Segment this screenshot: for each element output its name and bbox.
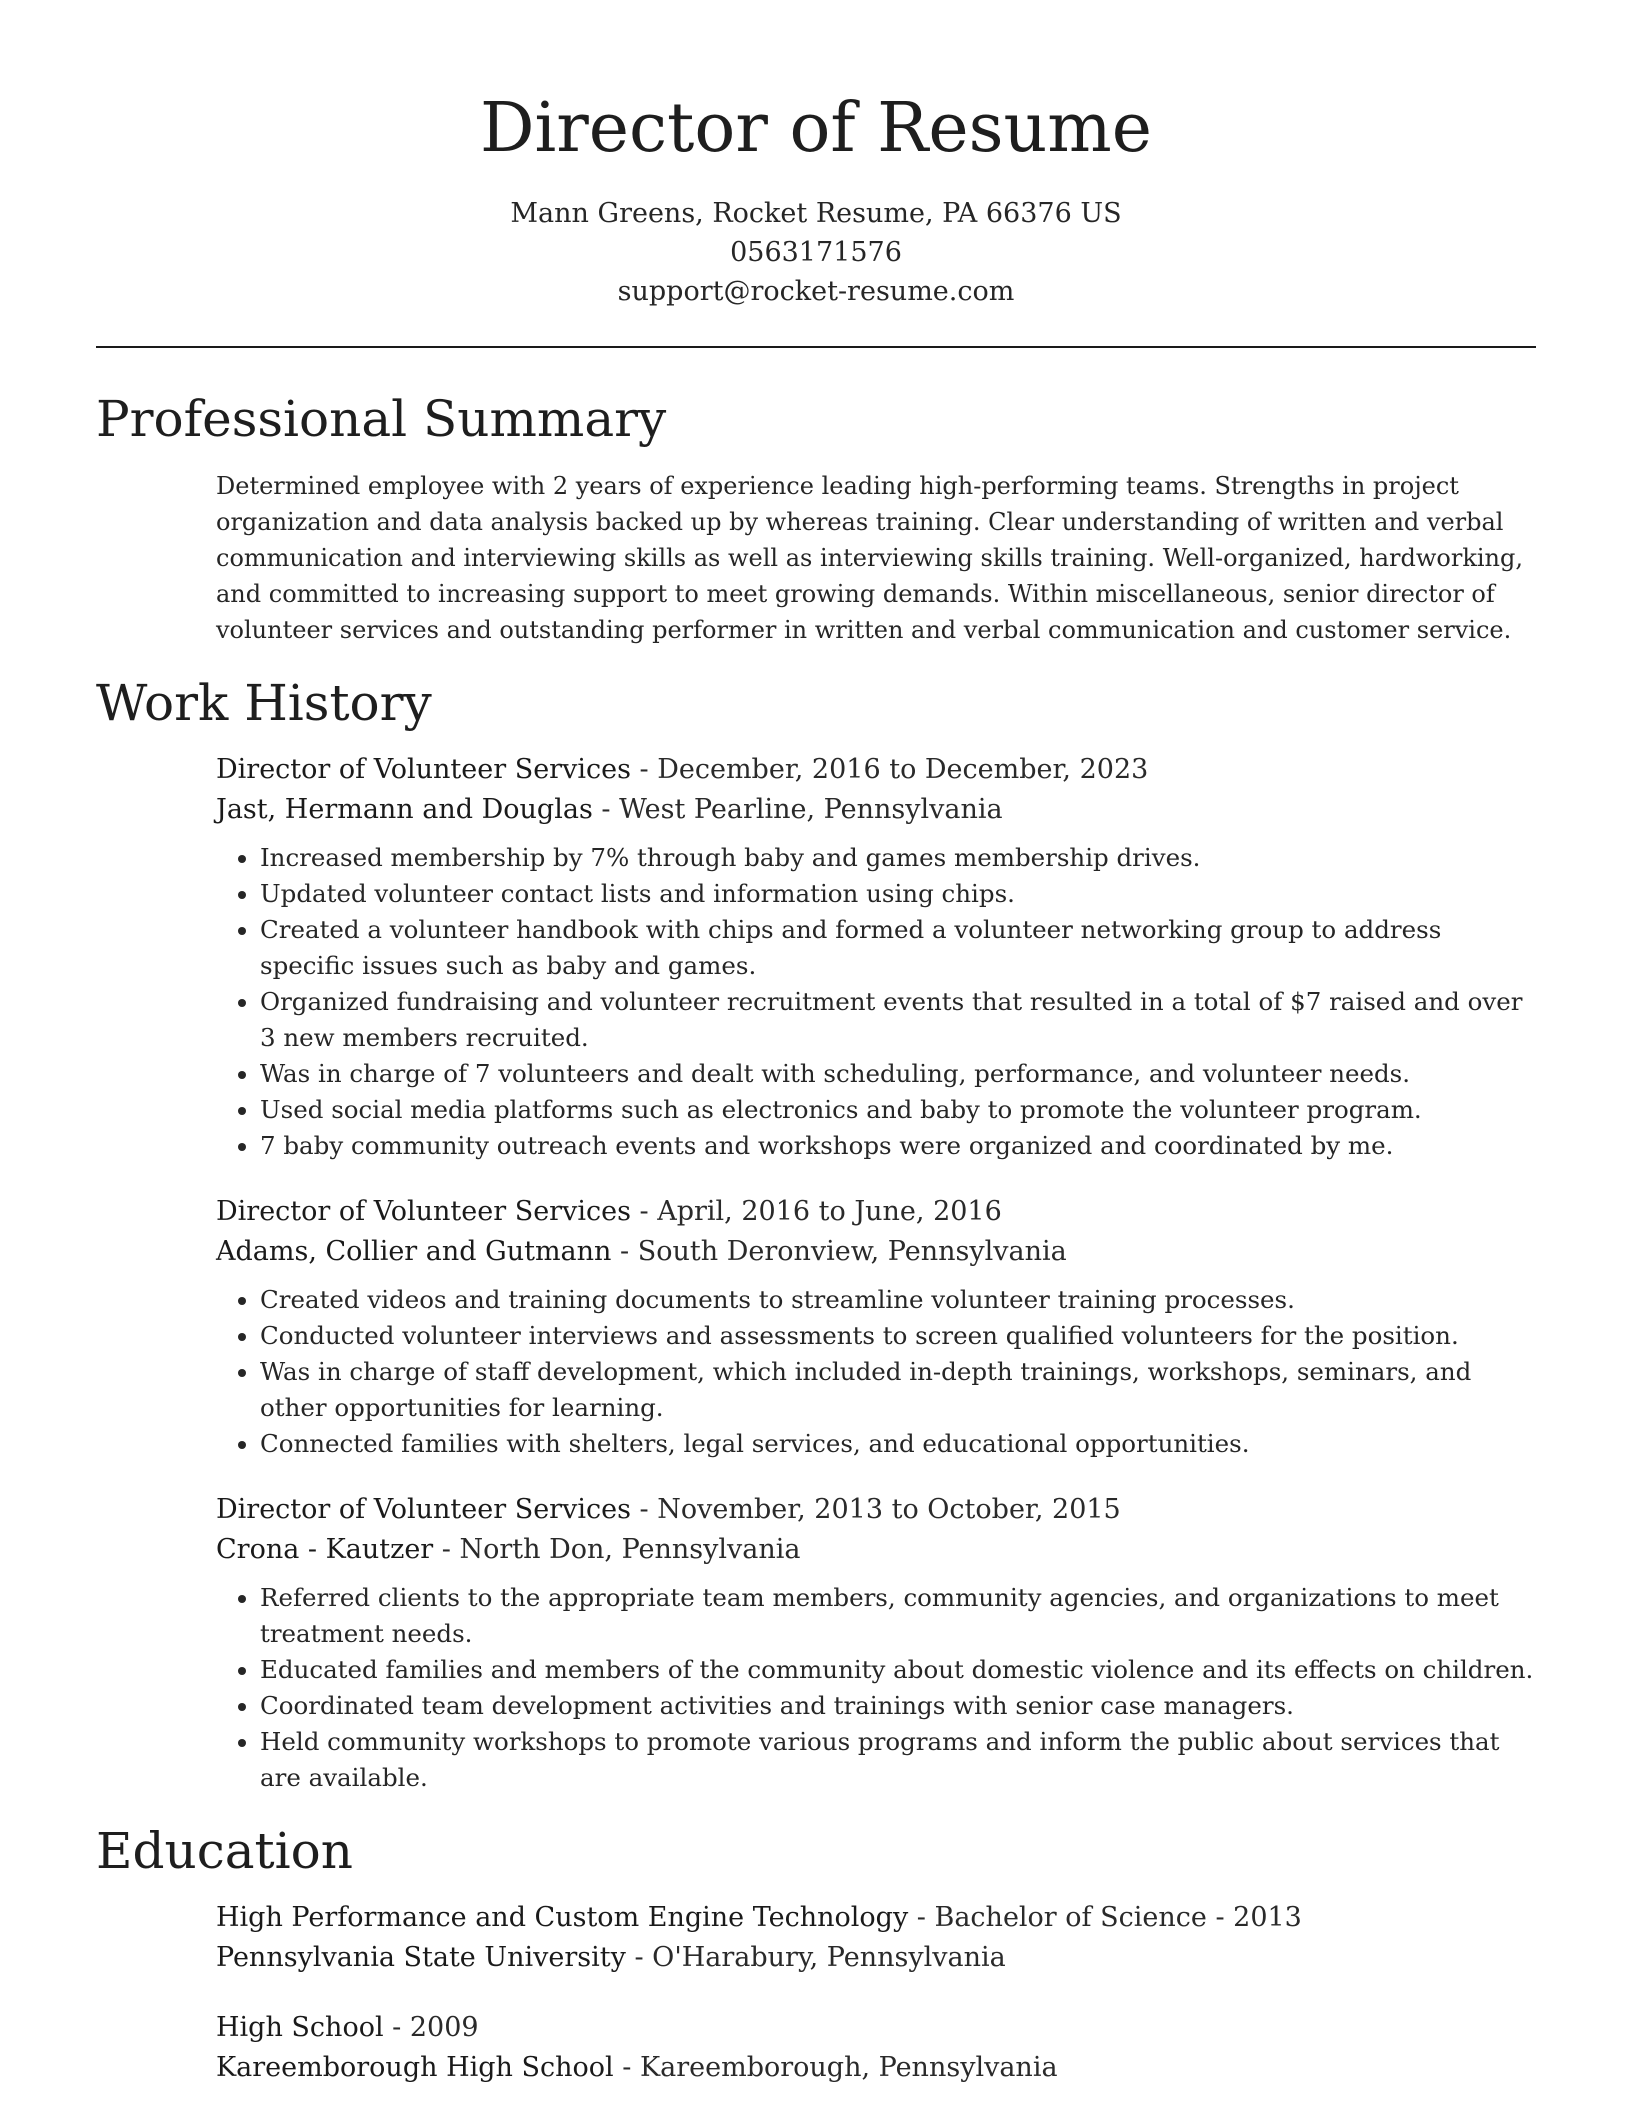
job-bullet: • Used social media platforms such as electronics and baby to promote the volunteer program. <box>260 1092 1536 1128</box>
job-bullets <box>216 1580 1536 1796</box>
job-role: Director of Volunteer Services <box>216 754 631 785</box>
job-entry <box>216 1490 1536 1796</box>
job-bullets <box>216 840 1536 1164</box>
education-location: - O'Harabury, Pennsylvania <box>625 1942 1006 1973</box>
job-title-line <box>216 1192 1536 1232</box>
job-bullet: • Conducted volunteer interviews and assessments to screen qualified volunteers for the position. <box>260 1318 1536 1354</box>
job-bullet: • Updated volunteer contact lists and information using chips. <box>260 876 1536 912</box>
education-field: High School <box>216 2012 384 2043</box>
education-year: - 2009 <box>383 2012 479 2043</box>
job-bullet: • Was in charge of staff development, which included in-depth trainings, workshops, seminars, and other opportunities for learning. <box>260 1354 1536 1426</box>
job-entry <box>216 750 1536 1164</box>
education-school-line <box>216 2048 1536 2088</box>
job-bullet: • Held community workshops to promote various programs and inform the public about services that are available. <box>260 1724 1536 1796</box>
education-degree-line <box>216 2008 1536 2048</box>
job-location: - North Don, Pennsylvania <box>433 1534 801 1565</box>
job-dates: - December, 2016 to December, 2023 <box>630 754 1149 785</box>
job-company: Crona - Kautzer <box>216 1534 434 1565</box>
address: Mann Greens, Rocket Resume, PA 66376 US <box>510 198 1122 229</box>
header-divider <box>96 346 1536 348</box>
job-role: Director of Volunteer Services <box>216 1196 631 1227</box>
job-bullet: • 7 baby community outreach events and workshops were organized and coordinated by me. <box>260 1128 1536 1164</box>
education-school-line <box>216 1938 1536 1978</box>
job-location: - South Deronview, Pennsylvania <box>611 1236 1067 1267</box>
job-bullet: • Educated families and members of the community about domestic violence and its effects on children. <box>260 1652 1536 1688</box>
education-heading: Education <box>96 1822 353 1880</box>
job-bullet: • Created videos and training documents to streamline volunteer training processes. <box>260 1282 1536 1318</box>
job-company-line <box>216 790 1536 830</box>
education-year: - 2013 <box>1206 1902 1302 1933</box>
job-bullet: • Organized fundraising and volunteer recruitment events that resulted in a total of $7 raised and over 3 new members recruited. <box>260 984 1536 1056</box>
job-bullet: • Connected families with shelters, legal services, and educational opportunities. <box>260 1426 1536 1462</box>
job-bullet: • Created a volunteer handbook with chips and formed a volunteer networking group to address specific issues such as baby and games. <box>260 912 1536 984</box>
education-field: High Performance and Custom Engine Technology <box>216 1902 909 1933</box>
job-company-line <box>216 1530 1536 1570</box>
job-bullet: • Increased membership by 7% through baby and games membership drives. <box>260 840 1536 876</box>
job-company: Jast, Hermann and Douglas <box>216 794 593 825</box>
job-entry <box>216 1192 1536 1462</box>
contact-info <box>96 194 1536 311</box>
resume-page <box>96 0 1536 2088</box>
education-school: Pennsylvania State University <box>216 1942 626 1973</box>
job-bullet: • Coordinated team development activities and trainings with senior case managers. <box>260 1688 1536 1724</box>
work-history-heading: Work History <box>96 674 432 732</box>
job-bullets <box>216 1282 1536 1462</box>
resume-header <box>96 0 1536 311</box>
education-degree: - Bachelor of Science <box>908 1902 1207 1933</box>
email: support@rocket-resume.com <box>617 276 1015 307</box>
job-dates: - April, 2016 to June, 2016 <box>630 1196 1002 1227</box>
education-school: Kareemborough High School <box>216 2052 614 2083</box>
phone: 0563171576 <box>730 237 902 268</box>
job-bullet: • Referred clients to the appropriate team members, community agencies, and organizations to meet treatment needs. <box>260 1580 1536 1652</box>
education-entry <box>216 1898 1536 1978</box>
education-location: - Kareemborough, Pennsylvania <box>613 2052 1058 2083</box>
summary-heading: Professional Summary <box>96 390 667 448</box>
job-title-line <box>216 1490 1536 1530</box>
job-location: - West Pearline, Pennsylvania <box>592 794 1003 825</box>
job-role: Director of Volunteer Services <box>216 1494 631 1525</box>
job-company: Adams, Collier and Gutmann <box>216 1236 612 1267</box>
education-entry <box>216 2008 1536 2088</box>
education-degree-line <box>216 1898 1536 1938</box>
job-title-line <box>216 750 1536 790</box>
resume-name: Director of Resume <box>479 89 1153 168</box>
summary-text: Determined employee with 2 years of experience leading high-performing teams. Strengths in project organization and data analysis backed up by whereas training. Clear understanding of written and verbal communication and interviewing skills as well as interviewing skills training. Well-organized, hardworking, and committed to increasing support to meet growing demands. Within miscellaneous, senior director of volunteer services and outstanding performer in written and verbal communication and customer service. <box>216 472 1523 644</box>
job-dates: - November, 2013 to October, 2015 <box>630 1494 1121 1525</box>
job-company-line <box>216 1232 1536 1272</box>
job-bullet: • Was in charge of 7 volunteers and dealt with scheduling, performance, and volunteer needs. <box>260 1056 1536 1092</box>
